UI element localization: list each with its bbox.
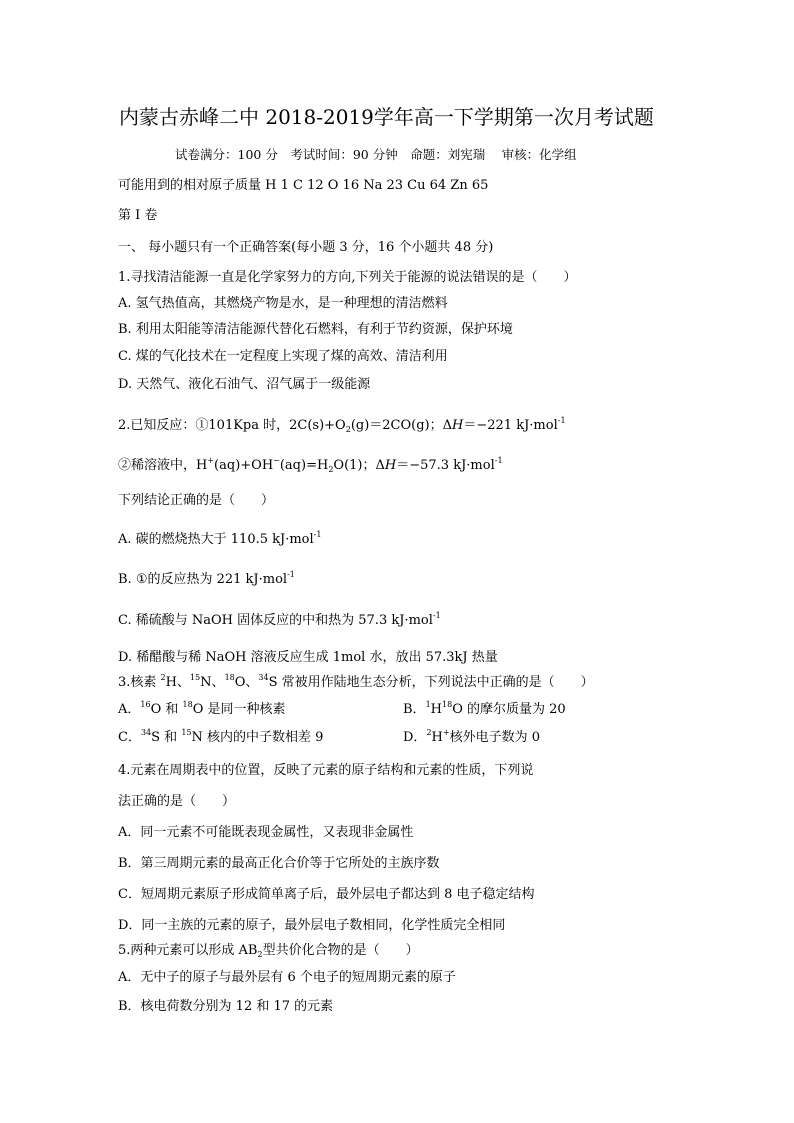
q4-option-d: D．同一主族的元素的原子，最外层电子数相同，化学性质完全相同 — [118, 918, 506, 933]
q2-option-a: A. 碳的燃烧热大于 110.5 kJ·mol$^{-1}$ — [118, 530, 322, 547]
q1-stem: 1.寻找清洁能源一直是化学家努力的方向,下列关于能源的说法错误的是（ ） — [118, 270, 577, 285]
q2-option-c: C. 稀硫酸与 NaOH 固体反应的中和热为 57.3 kJ·mol$^{-1}$ — [118, 611, 441, 628]
volume-label: 第 I 卷 — [118, 208, 158, 223]
q5-option-a: A．无中子的原子与最外层有 6 个电子的短周期元素的原子 — [118, 970, 456, 985]
q5-option-b: B．核电荷数分别为 12 和 17 的元素 — [118, 999, 334, 1014]
q1-option-d: D. 天然气、液化石油气、沼气属于一级能源 — [118, 377, 371, 392]
q4-option-b: B．第三周期元素的最高正化合价等于它所处的主族序数 — [118, 856, 440, 871]
q1-option-a: A. 氢气热值高，其燃烧产物是水，是一种理想的清洁燃料 — [118, 296, 448, 311]
atomic-mass-line: 可能用到的相对原子质量 H 1 C 12 O 16 Na 23 Cu 64 Zn 65 — [118, 178, 489, 193]
exam-info: 试卷满分：100 分 考试时间：90 分钟 命题：刘宪瑞 审核：化学组 — [175, 147, 577, 162]
q2-question: 下列结论正确的是（ ） — [118, 493, 275, 508]
q5-stem: 5.两种元素可以形成 $AB_2$型共价化合物的是（ ） — [118, 943, 419, 959]
q2-option-d: D. 稀醋酸与稀 NaOH 溶液反应生成 1mol 水，放出 57.3kJ 热量 — [118, 650, 498, 665]
q3-option-a: A．$^{16}$O 和 $^{18}$O 是同一种核素 — [118, 700, 286, 717]
q3-option-b: B．$^1H^{18}O$ 的摩尔质量为 20 — [403, 700, 566, 717]
q4-option-a: A．同一元素不可能既表现金属性，又表现非金属性 — [118, 825, 414, 840]
page-title: 内蒙古赤峰二中 2018-2019学年高一下学期第一次月考试题 — [119, 105, 654, 129]
q2-stem-reaction-2: ②稀溶液中，$H^+(aq)+OH^-(aq)=H_2O(1)$；ΔH＝−57.3 kJ·mol$^{-1}$ — [118, 456, 503, 474]
q4-stem-line-1: 4.元素在周期表中的位置，反映了元素的原子结构和元素的性质，下列说 — [118, 763, 534, 778]
q3-option-d: D．$^2$H+核外电子数为 0 — [403, 728, 540, 745]
q1-option-b: B. 利用太阳能等清洁能源代替化石燃料，有利于节约资源，保护环境 — [118, 322, 513, 337]
q2-option-b: B. ①的反应热为 221 kJ·mol$^{-1}$ — [118, 570, 295, 587]
section-heading: 一、 每小题只有一个正确答案(每小题 3 分，16 个小题共 48 分) — [118, 240, 494, 255]
q2-stem-reaction-1: 2.已知反应：①101Kpa 时，$2C(s)+O_2(g)=2CO(g)$；ΔH＝−221 kJ·mol$^{-1}$ — [118, 416, 566, 434]
q1-option-c: C. 煤的气化技术在一定程度上实现了煤的高效、清洁利用 — [118, 349, 448, 364]
q3-option-c: C．$^{34}$S 和 $^{15}$N 核内的中子数相差 9 — [118, 728, 324, 745]
q3-options-row-1 — [118, 702, 638, 718]
q4-option-c: C．短周期元素原子形成简单离子后，最外层电子都达到 8 电子稳定结构 — [118, 887, 535, 902]
q4-stem-line-2: 法正确的是（ ） — [118, 794, 236, 809]
q3-stem: 3.核素 $^2$H、$^{15}$N、$^{18}$O、$^{34}$S 常被用作陆地生态分析，下列说法中正确的是（ ） — [118, 673, 594, 690]
q3-options-row-2 — [118, 730, 638, 746]
